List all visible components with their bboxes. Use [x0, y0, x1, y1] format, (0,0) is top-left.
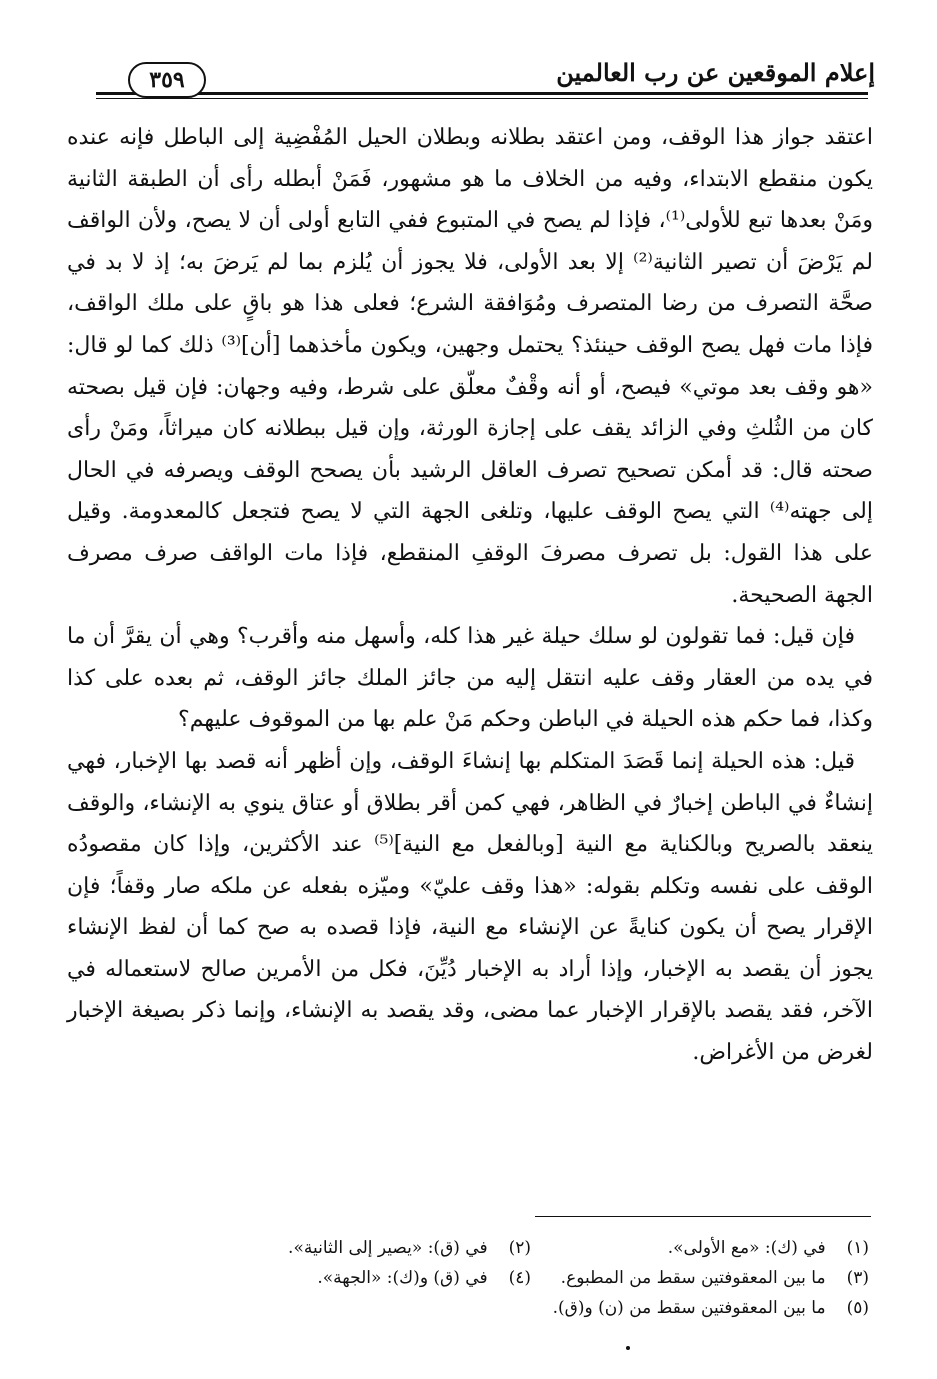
- page-number-badge: [128, 62, 206, 98]
- paragraph-3: قيل: هذه الحيلة إنما قَصَدَ المتكلم بها إنشاءَ الوقف، وإن أظهر أنه قصد بها الإخبار، فهي إنشاءٌ في الباطن إخبارٌ في الظاهر، فهي كمن أقر بطلاق أو عتاق ينوي به الإنشاء، والوقف ينعقد بالصريح وبالكناية مع النية [وبالفعل مع النية]⁽⁵⁾ عند الأكثرين، وإذا كان مقصودُه الوقف على نفسه وتكلم بقوله: «هذا وقف عليّ» وميّزه بفعله عن ملكه صار وقفاً؛ فإن الإقرار يصح أن يكون كنايةً عن الإنشاء مع النية، فإذا قصده به صح كما أن لفظ الإنشاء يجوز أن يقصد به الإخبار، وإذا أراد به الإخبار دُيِّنَ، فكل من الأمرين صالح لاستعماله في الآخر، فقد يقصد بالإقرار الإخبار عما مضى، وقد يقصد به الإنشاء، وإنما ذكر بصيغة الإخبار لغرض من الأغراض.: [67, 748, 873, 1066]
- footnote-text: ما بين المعقوفتين سقط من المطبوع.: [560, 1268, 826, 1288]
- footnote-number: (٤): [508, 1268, 531, 1288]
- header-rule-thick: [96, 92, 868, 95]
- footnote-row: [69, 1293, 869, 1323]
- footnote-3: [531, 1263, 869, 1293]
- footnote-text: في (ق): «يصير إلى الثانية».: [288, 1238, 488, 1258]
- main-text: [67, 117, 873, 1074]
- paragraph-1: اعتقد جواز هذا الوقف، ومن اعتقد بطلانه وبطلان الحيل المُفْضِية إلى الباطل فإنه عنده يكون منقطع الابتداء، وفيه من الخلاف ما هو مشهور، فَمَنْ أبطله رأى أن الطبقة الثانية ومَنْ بعدها تبع للأولى⁽¹⁾، فإذا لم يصح في المتبوع ففي التابع أولى أن لا يصح، ولأن الواقف لم يَرْضَ أن تصير الثانية⁽²⁾ إلا بعد الأولى، فلا يجوز أن يُلزم بما لم يَرضَ به؛ إذ لا بد في صحَّة التصرف من رضا المتصرف ومُوَافقة الشرع؛ فعلى هذا هو باقٍ على ملك الواقف، فإذا مات فهل يصح الوقف حينئذ؟ يحتمل وجهين، ويكون مأخذهما [أن]⁽³⁾ ذلك كما لو قال: «هو وقف بعد موتي» فيصح، أو أنه وقْفٌ معلّق على شرط، وفيه وجهان: فإن قيل بصحته كان من الثُلثِ وفي الزائد يقف على إجازة الورثة، وإن قيل ببطلانه كان ميراثاً، ومَنْ رأى صحته قال: قد أمكن تصحيح تصرف العاقل الرشيد بأن يصحح الوقف ويصرفه في الحال إلى جهته⁽⁴⁾ التي يصح الوقف عليها، وتلغى الجهة التي لا يصح فتجعل كالمعدومة. وقيل على هذا القول: بل تصرف مصرفَ الوقفِ المنقطع، فإذا مات الواقف صرف مصرف الجهة الصحيحة.: [67, 125, 873, 608]
- footnote-text: في (ك): «مع الأولى».: [667, 1238, 826, 1258]
- footnote-1: [531, 1233, 869, 1263]
- paragraph-2: فإن قيل: فما تقولون لو سلك حيلة غير هذا كله، وأسهل منه وأقرب؟ وهي أن يقرَّ أن ما في يده من العقار وقف عليه انتقل إليه من جائز الملك جائز الوقف، ثم بعده على كذا وكذا، فما حكم هذه الحيلة في الباطن وحكم مَنْ علم بها من الموقوف عليهم؟: [67, 624, 873, 733]
- footnote-4: [193, 1263, 531, 1293]
- header-rule-thin: [96, 98, 868, 99]
- footnote-text: ما بين المعقوفتين سقط من (ن) و(ق).: [552, 1298, 826, 1318]
- page-number: ٣٥٩: [149, 67, 185, 93]
- footnote-5: [531, 1293, 869, 1323]
- footnote-number: (١): [846, 1238, 869, 1258]
- footnote-2: [193, 1233, 531, 1263]
- running-title: إعلام الموقعين عن رب العالمين: [556, 58, 875, 87]
- footnote-number: (٢): [508, 1238, 531, 1258]
- footnote-row: [69, 1263, 869, 1293]
- footnotes: [69, 1233, 869, 1323]
- page-dot-mark: [626, 1346, 630, 1350]
- footnote-number: (٥): [846, 1298, 869, 1318]
- footnote-separator: [535, 1216, 871, 1217]
- footnote-row: [69, 1233, 869, 1263]
- footnote-text: في (ق) و(ك): «الجهة».: [317, 1268, 488, 1288]
- footnote-number: (٣): [846, 1268, 869, 1288]
